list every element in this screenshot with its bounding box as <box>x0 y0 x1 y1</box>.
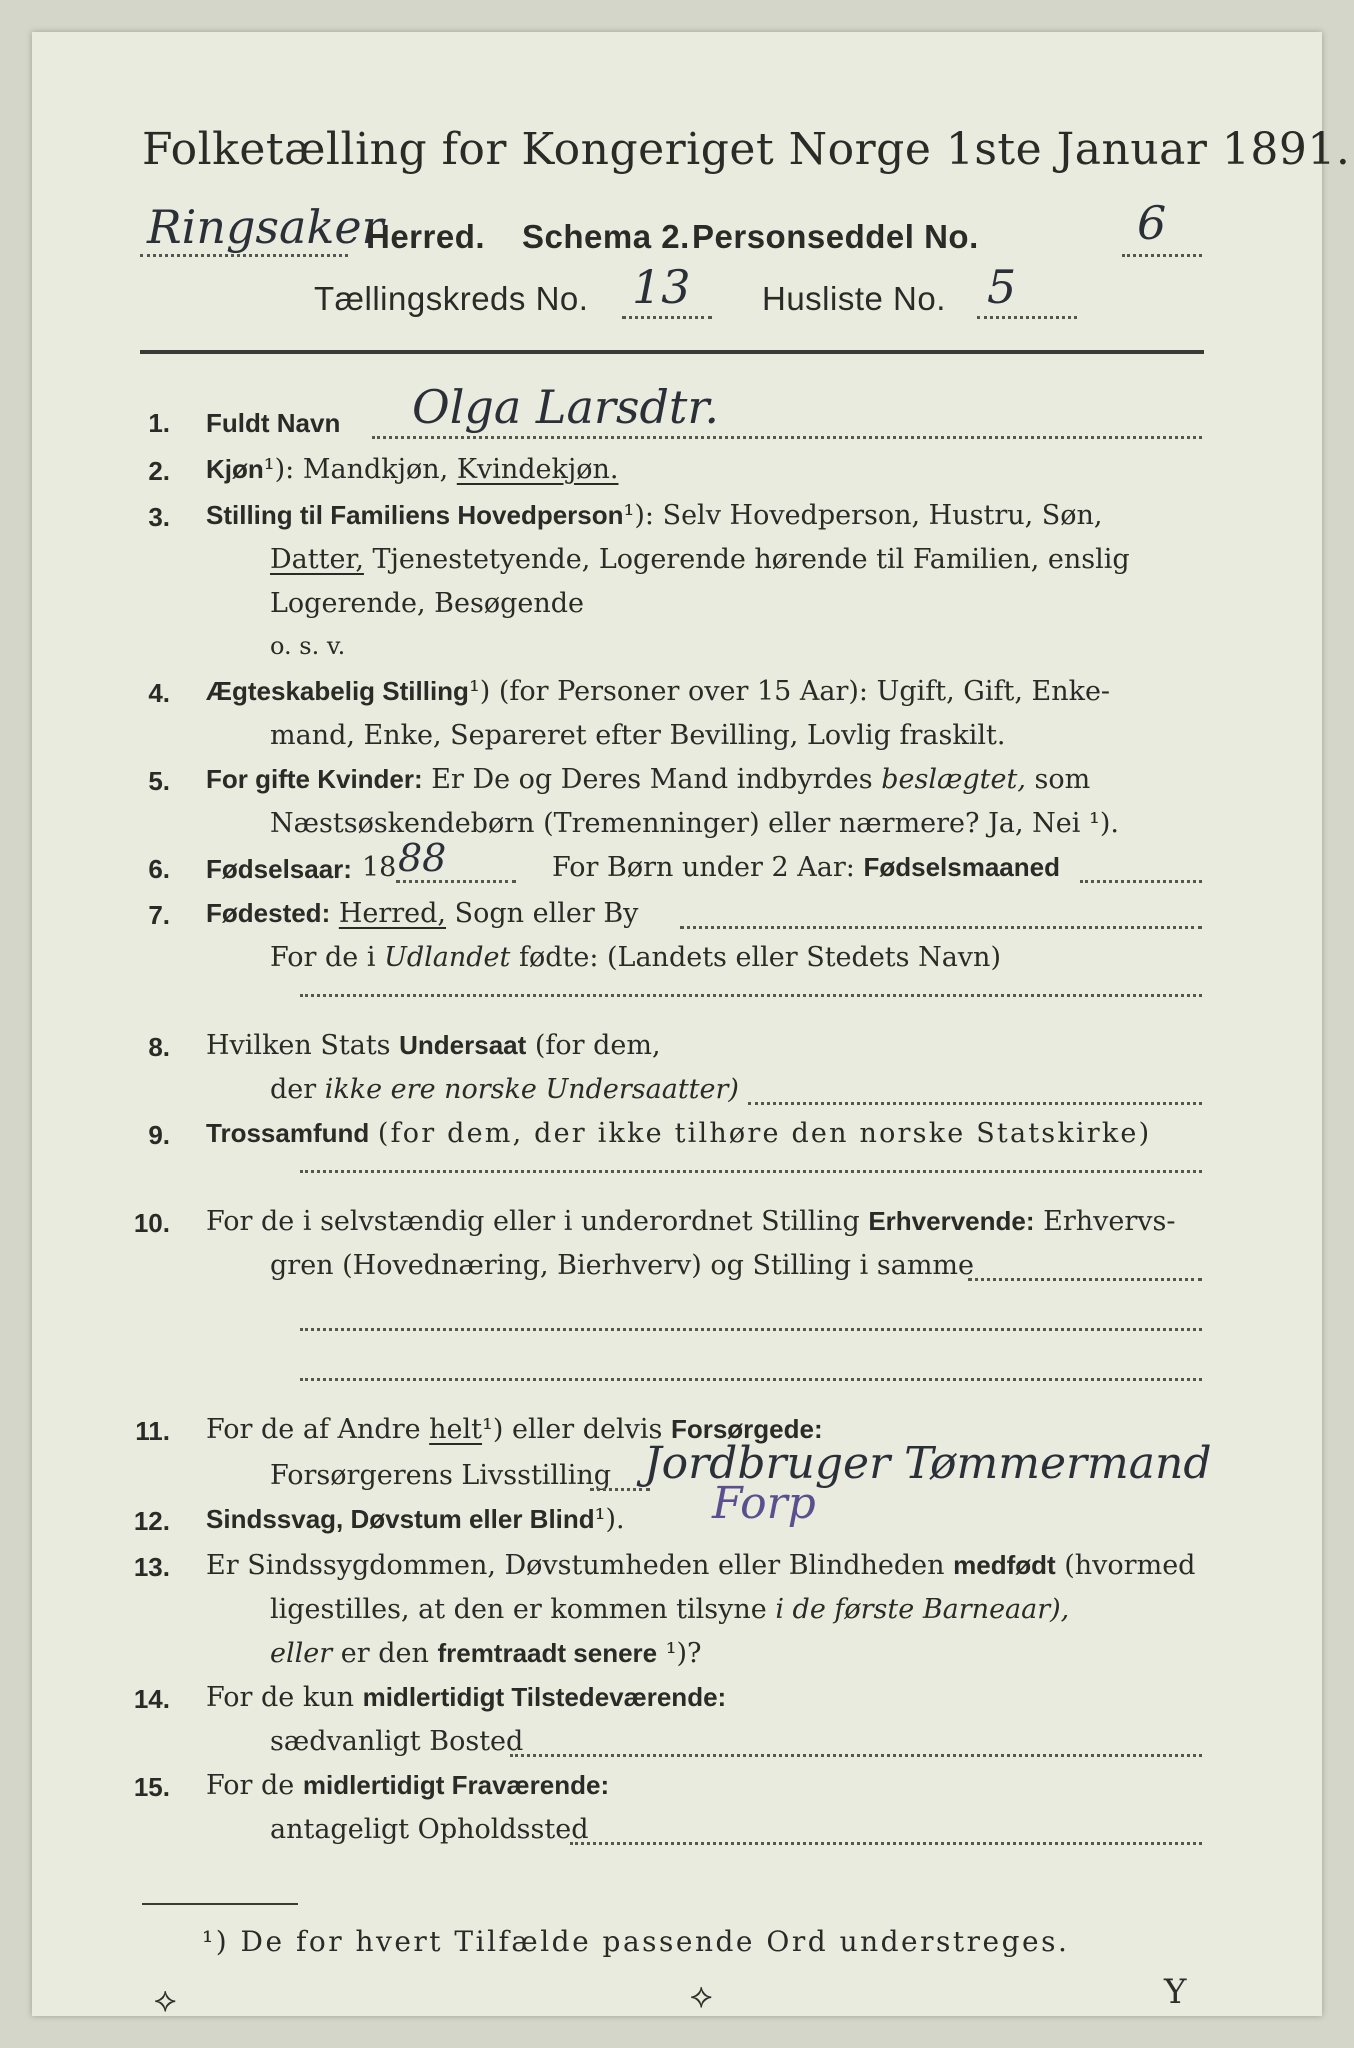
q13-line3-end: ¹)? <box>665 1638 702 1669</box>
q14-number: 14. <box>133 1684 170 1714</box>
q13-line2-a: ligestilles, at den er kommen tilsyne <box>270 1594 767 1625</box>
q13-line3-bold: fremtraadt senere <box>437 1638 658 1668</box>
q11-text-b: eller delvis <box>511 1414 663 1445</box>
q6-answer-year: 88 <box>398 836 447 880</box>
herred-dotline <box>140 254 348 257</box>
q2-label: Kjøn <box>206 454 264 484</box>
q11-answer-occupation: Jordbruger Tømmermand <box>644 1438 1212 1489</box>
q14-text-a: For de kun <box>206 1682 354 1713</box>
q11-sup: ¹) <box>482 1414 504 1445</box>
q4-line1-rest: (for Personer over 15 Aar): Ugift, Gift, Enke- <box>498 676 1111 707</box>
q7-text-a-underlined: Herred, <box>338 898 447 929</box>
registration-mark-center: ⟡ <box>690 1976 713 2016</box>
q4-line2: mand, Enke, Separeret efter Bevilling, Lovlig fraskilt. <box>270 720 1006 751</box>
husliste-dotline <box>977 316 1077 319</box>
q9-blank-dotline <box>300 1170 1202 1173</box>
kreds-label: Tællingskreds No. <box>314 280 589 317</box>
q5-line1-italic: beslægtet, <box>881 764 1026 795</box>
q12-number: 12. <box>133 1506 170 1536</box>
q4-number: 4. <box>148 678 170 708</box>
q7-label: Fødested: <box>206 898 331 928</box>
q8-line2-italic: ikke ere norske Undersaatter) <box>324 1074 739 1105</box>
q10-label: Erhvervende: <box>868 1206 1035 1236</box>
q8-label-b: Undersaat <box>399 1030 527 1060</box>
q7-line2-b: fødte: (Landets eller Stedets Navn) <box>518 942 1001 973</box>
q9-label: Trossamfund <box>206 1118 370 1148</box>
q5-line1 <box>206 764 1090 795</box>
husliste-label: Husliste No. <box>762 280 946 317</box>
q13-line3-a: er den <box>340 1638 429 1669</box>
q11-dotline <box>590 1488 650 1491</box>
q10-dotline <box>968 1278 1202 1281</box>
q10-text-b: Erhvervs- <box>1043 1206 1176 1237</box>
q6-rest-text: For Børn under 2 Aar: <box>552 852 855 883</box>
q14-label: midlertidigt Tilstedeværende: <box>362 1682 727 1712</box>
q2-text-b-underlined: Kvindekjøn. <box>456 454 619 485</box>
form-title: Folketælling for Kongeriget Norge 1ste Januar 1891. <box>142 124 1351 175</box>
q3-line4: o. s. v. <box>270 632 346 660</box>
q8-number: 8. <box>148 1032 170 1062</box>
q6-year-dotline <box>396 880 516 883</box>
q11-line2: Forsørgerens Livsstilling <box>270 1460 612 1491</box>
q6-rest-bold: Fødselsmaaned <box>863 852 1060 882</box>
q8-label-a: Hvilken Stats <box>206 1030 391 1061</box>
header-rule <box>140 350 1204 354</box>
q13-line2 <box>270 1594 1069 1625</box>
q14-line2: sædvanligt Bosted <box>270 1726 524 1757</box>
q7-blank-dotline <box>300 994 1202 997</box>
q4-sup: ¹) <box>468 676 491 707</box>
q5-line2: Næstsøskendebørn (Tremenninger) eller nærmere? Ja, Nei ¹). <box>270 808 1119 839</box>
q15-text-a: For de <box>206 1770 295 1801</box>
q13-line1-a: Er Sindssygdommen, Døvstumheden eller Blindheden <box>206 1550 945 1581</box>
q6-year-prefix: 18 <box>362 852 397 883</box>
q7-line2-italic: Udlandet <box>384 942 511 973</box>
q6-rest <box>552 852 1060 883</box>
q15-dotline <box>570 1842 1202 1845</box>
q15-number: 15. <box>133 1772 170 1802</box>
q12-line1 <box>206 1504 625 1535</box>
q15-label: midlertidigt Fraværende: <box>302 1770 610 1800</box>
q4-label: Ægteskabelig Stilling <box>206 676 469 706</box>
q11-text-helt-underlined: helt <box>429 1414 483 1445</box>
q8-line1 <box>206 1030 661 1061</box>
q7-text-b: Sogn eller By <box>454 898 639 929</box>
q12-sup: ¹). <box>594 1504 625 1535</box>
q10-line1 <box>206 1206 1176 1237</box>
personseddel-dotline <box>1122 254 1202 257</box>
q13-line1-bold: medfødt <box>953 1550 1056 1580</box>
q6-month-dotline <box>1080 880 1202 883</box>
q1-answer-name: Olga Larsdtr. <box>412 380 719 434</box>
q2-number: 2. <box>148 456 170 486</box>
q5-label: For gifte Kvinder: <box>206 764 423 794</box>
personseddel-value: 6 <box>1137 196 1167 250</box>
q10-line2: gren (Hovednæring, Bierhverv) og Stilling i samme <box>270 1250 975 1281</box>
q3-line2-a-underlined: Datter, <box>270 544 364 575</box>
q11-label: Forsørgede: <box>670 1414 823 1444</box>
q3-line1 <box>206 500 1103 531</box>
q3-line2-b: Tjenestetyende, Logerende hørende til Familien, enslig <box>372 544 1130 575</box>
q8-line2-a: der <box>270 1074 317 1105</box>
q8-dotline <box>748 1102 1202 1105</box>
q13-line2-italic: i de første Barneaar), <box>775 1594 1070 1625</box>
q7-number: 7. <box>148 900 170 930</box>
q3-line2 <box>270 544 1130 575</box>
q15-line2: antageligt Opholdssted <box>270 1814 589 1845</box>
husliste-value: 5 <box>987 260 1017 314</box>
personseddel-label: Personseddel No. <box>692 218 979 255</box>
schema-label: Schema 2. <box>522 218 690 255</box>
q2-sup: ¹): <box>263 454 295 485</box>
q2-line <box>206 454 618 485</box>
q13-line1 <box>206 1550 1195 1581</box>
q9-rest: (for dem, der ikke tilhøre den norske Statskirke) <box>377 1118 1152 1149</box>
q1-label: Fuldt Navn <box>206 408 341 438</box>
q8-rest: (for dem, <box>534 1030 661 1061</box>
q7-line2 <box>270 942 1001 973</box>
q3-sup: ¹): <box>623 500 654 531</box>
census-form <box>32 32 1351 2020</box>
q15-line1 <box>206 1770 609 1801</box>
kreds-value: 13 <box>632 260 691 314</box>
q13-line3 <box>270 1638 702 1669</box>
q1-dotline <box>372 436 1202 439</box>
herred-label: Herred. <box>366 218 486 255</box>
q3-number: 3. <box>148 502 170 532</box>
q12-label: Sindssvag, Døvstum eller Blind <box>206 1504 595 1534</box>
q3-line3: Logerende, Besøgende <box>270 588 584 619</box>
q7-line2-a: For de i <box>270 942 376 973</box>
q6-label: Fødselsaar: <box>206 854 352 884</box>
registration-mark-left: ⟡ <box>154 1980 177 2020</box>
q11-text-a: For de af Andre <box>206 1414 421 1445</box>
q14-line1 <box>206 1682 726 1713</box>
q13-line1-b: (hvormed <box>1064 1550 1196 1581</box>
q7-line1 <box>206 898 638 929</box>
q5-line1-rest: Er De og Deres Mand indbyrdes <box>431 764 873 795</box>
q10-text-a: For de i selvstændig eller i underordnet Stilling <box>206 1206 860 1237</box>
q3-line1-rest: Selv Hovedperson, Hustru, Søn, <box>662 500 1103 531</box>
q14-dotline <box>510 1754 1202 1757</box>
q10-blank-dotline-2 <box>300 1378 1202 1381</box>
footnote: ¹) De for hvert Tilfælde passende Ord understreges. <box>202 1925 1070 1958</box>
q13-number: 13. <box>133 1552 170 1582</box>
q1-number: 1. <box>148 408 170 438</box>
registration-mark-right: Y <box>1164 1972 1187 2012</box>
q7-dotline <box>680 926 1202 929</box>
q10-number: 10. <box>133 1208 170 1238</box>
q10-blank-dotline-1 <box>300 1328 1202 1331</box>
q3-label: Stilling til Familiens Hovedperson <box>206 500 624 530</box>
q13-line3-italic: eller <box>270 1638 333 1669</box>
q8-line2 <box>270 1074 739 1105</box>
q12-answer: Forp <box>712 1478 816 1529</box>
herred-value: Ringsaker <box>147 200 384 254</box>
q9-line1 <box>206 1118 1151 1149</box>
kreds-dotline <box>622 316 712 319</box>
q2-text-a: Mandkjøn, <box>302 454 449 485</box>
q5-number: 5. <box>148 766 170 796</box>
q4-line1 <box>206 676 1110 707</box>
footnote-rule <box>142 1903 298 1905</box>
q6-number: 6. <box>148 854 170 884</box>
q9-number: 9. <box>148 1120 170 1150</box>
q5-line1-end: som <box>1034 764 1091 795</box>
q11-number: 11. <box>135 1416 170 1446</box>
